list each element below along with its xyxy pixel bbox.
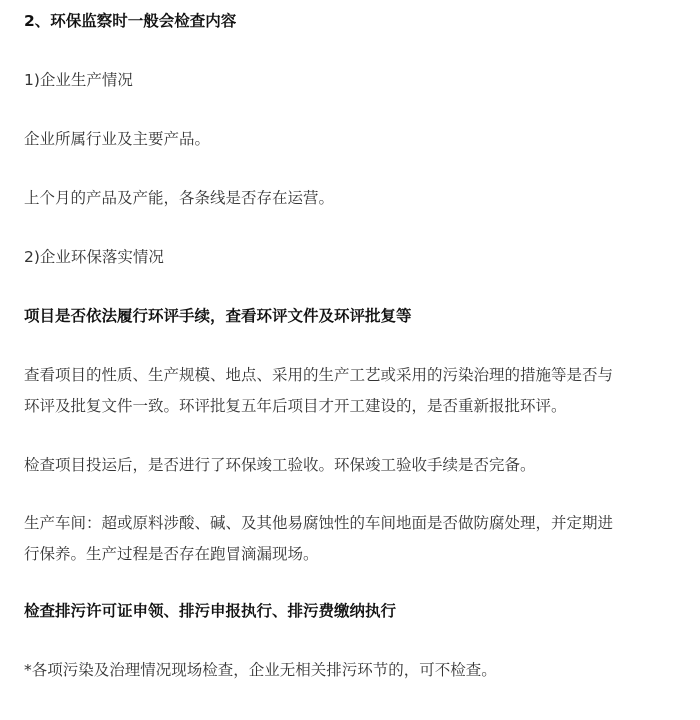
- paragraph-workshop-line2: 行保养。生产过程是否存在跑冒滴漏现场。: [24, 545, 319, 563]
- subheading-environmental: 2)企业环保落实情况: [24, 248, 164, 266]
- paragraph-note: *各项污染及治理情况现场检查，企业无相关排污环节的，可不检查。: [24, 661, 497, 679]
- paragraph-project-check-line2: 环评及批复文件一致。环评批复五年后项目才开工建设的，是否重新报批环评。: [24, 397, 567, 415]
- paragraph-acceptance: 检查项目投运后，是否进行了环保竣工验收。环保竣工验收手续是否完备。: [24, 456, 536, 474]
- bold-heading-eia: 项目是否依法履行环评手续，查看环评文件及环评批复等: [24, 307, 412, 325]
- paragraph-industry: 企业所属行业及主要产品。: [24, 130, 211, 148]
- paragraph-workshop-line1: 生产车间：超或原料涉酸、碱、及其他易腐蚀性的车间地面是否做防腐处理，并定期进: [24, 514, 614, 532]
- paragraph-project-check-line1: 查看项目的性质、生产规模、地点、采用的生产工艺或采用的污染治理的措施等是否与: [24, 366, 614, 384]
- section-heading: 2、环保监察时一般会检查内容: [24, 12, 237, 30]
- paragraph-capacity: 上个月的产品及产能，各条线是否存在运营。: [24, 189, 335, 207]
- subheading-production: 1)企业生产情况: [24, 71, 133, 89]
- bold-heading-permit: 检查排污许可证申领、排污申报执行、排污费缴纳执行: [24, 602, 397, 620]
